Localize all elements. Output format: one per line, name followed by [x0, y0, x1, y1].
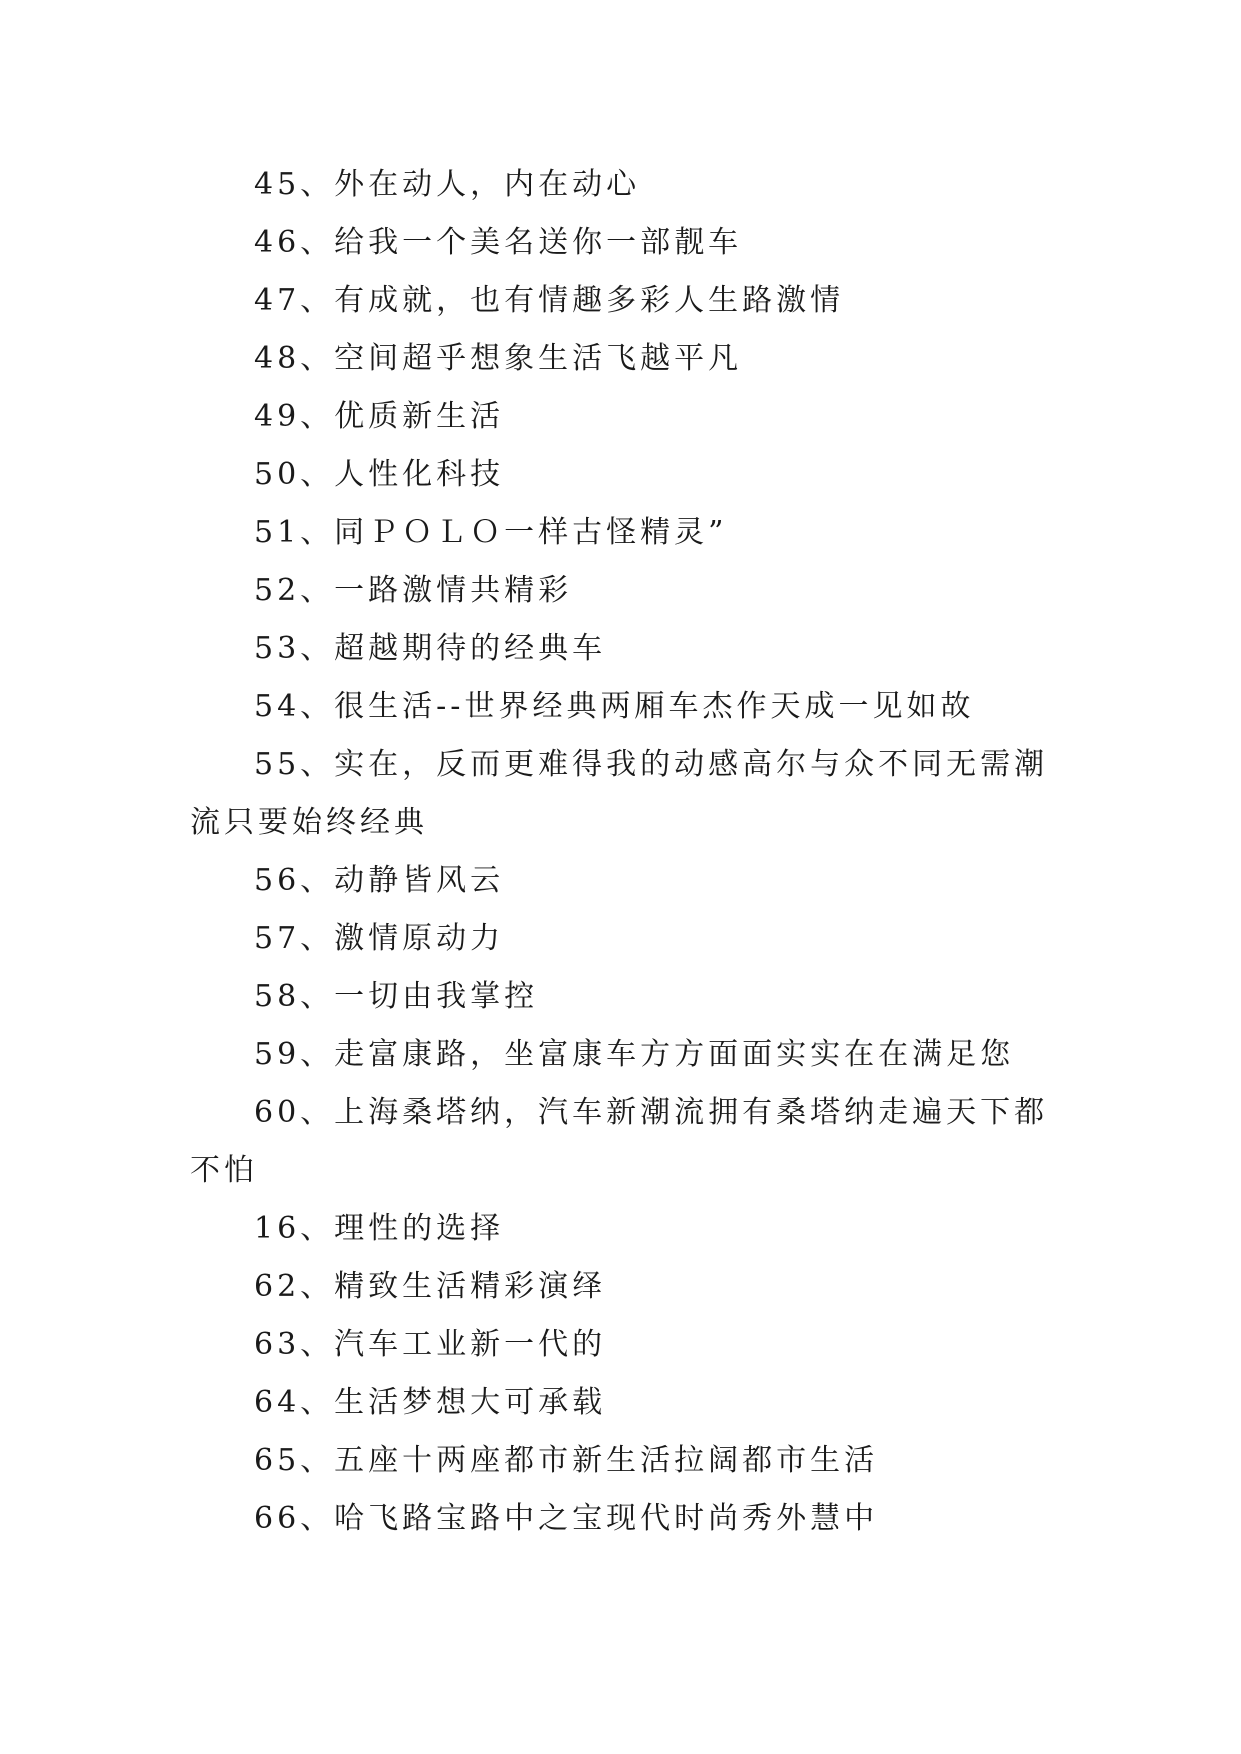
slogan-list: [190, 156, 1050, 1548]
list-item: 16、理性的选择: [254, 1211, 505, 1246]
list-item: 58、一切由我掌控: [254, 979, 539, 1014]
list-item: 52、一路激情共精彩: [254, 573, 573, 608]
list-item: 62、精致生活精彩演绎: [254, 1269, 607, 1304]
list-item: 53、超越期待的经典车: [254, 631, 607, 666]
list-item: 51、同ＰＯＬＯ一样古怪精灵”: [254, 515, 728, 550]
list-item: 47、有成就，也有情趣多彩人生路激情: [254, 283, 845, 318]
list-item: 66、哈飞路宝路中之宝现代时尚秀外慧中: [254, 1501, 879, 1536]
list-item: 60、上海桑塔纳，汽车新潮流拥有桑塔纳走遍天下都不怕: [190, 1095, 1049, 1188]
list-item: 48、空间超乎想象生活飞越平凡: [254, 341, 743, 376]
list-item: 55、实在，反而更难得我的动感高尔与众不同无需潮流只要始终经典: [190, 747, 1049, 840]
list-item: 56、动静皆风云: [254, 863, 505, 898]
list-item: 49、优质新生活: [254, 399, 505, 434]
list-item: 64、生活梦想大可承载: [254, 1385, 607, 1420]
list-item: 59、走富康路，坐富康车方方面面实实在在满足您: [254, 1037, 1015, 1072]
list-item: 63、汽车工业新一代的: [254, 1327, 607, 1362]
list-item: 46、给我一个美名送你一部靓车: [254, 225, 743, 260]
list-item: 65、五座十两座都市新生活拉阔都市生活: [254, 1443, 879, 1478]
list-item: 50、人性化科技: [254, 457, 505, 492]
list-item: 45、外在动人，内在动心: [254, 167, 641, 202]
list-item: 54、很生活--世界经典两厢车杰作天成一见如故: [254, 689, 975, 724]
list-item: 57、激情原动力: [254, 921, 505, 956]
